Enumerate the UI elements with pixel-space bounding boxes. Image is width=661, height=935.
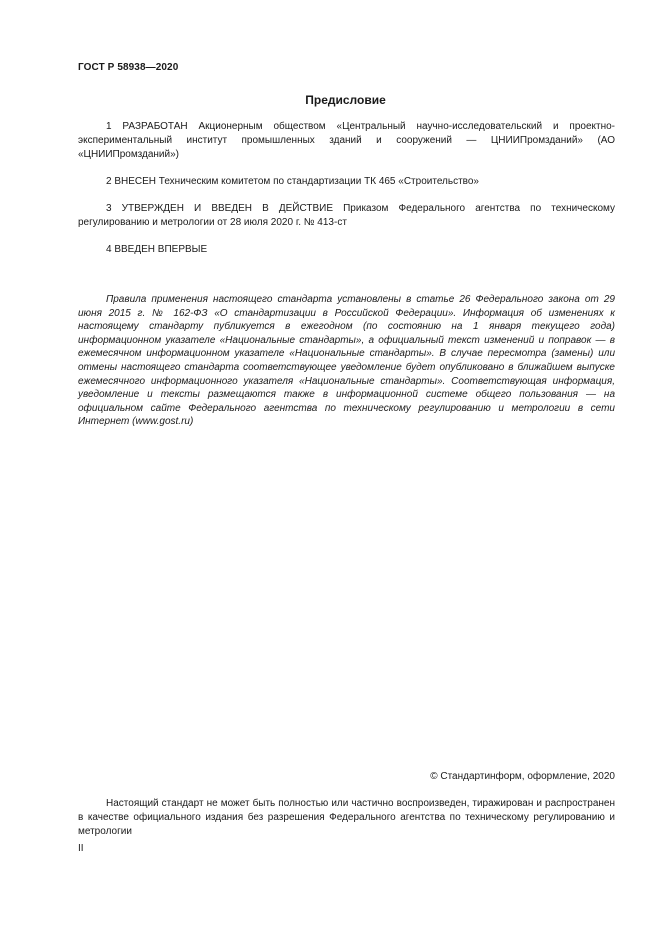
page-title: Предисловие bbox=[305, 93, 386, 107]
rules-note: Правила применения настоящего стандарта установлены в статье 26 Федерального закона от 29 июня 2015 г. № 162-ФЗ «О стандартизации в Российской Федерации». Информация об изменениях к настоящему стандарту публикуется в ежегодном (по состоянию на 1 января текущего года) информационном указателе «Национальные стандарты», а официальный текст изменений и поправок — в ежемесячном информационном указателе «Национальные стандарты». В случае пересмотра (замены) или отмены настоящего стандарта соответствующее уведомление будет опубликовано в ближайшем выпуске ежемесячного информационного указателя «Национальные стандарты». Соответствующая информация, уведомление и тексты размещаются также в информационной системе общего пользования — на официальном сайте Федерального агентства по техническому регулированию и метрологии в сети Интернет (www.gost.ru) bbox=[78, 294, 615, 428]
paragraph-approved: 3 УТВЕРЖДЕН И ВВЕДЕН В ДЕЙСТВИЕ Приказом Федерального агентства по техническому регулированию и метрологии от 28 июля 2020 г. № 413-ст bbox=[78, 203, 615, 228]
standard-code: ГОСТ Р 58938—2020 bbox=[78, 62, 179, 73]
copyright-line: © Стандартинформ, оформление, 2020 bbox=[430, 771, 615, 782]
reproduction-notice: Настоящий стандарт не может быть полностью или частично воспроизведен, тиражирован и распространен в качестве официального издания без разрешения Федерального агентства по техническому регулированию и метрологии bbox=[78, 798, 615, 837]
page-number: II bbox=[78, 843, 84, 854]
paragraph-introduced-by: 2 ВНЕСЕН Техническим комитетом по стандартизации ТК 465 «Строительство» bbox=[106, 176, 479, 187]
paragraph-first-introduced: 4 ВВЕДЕН ВПЕРВЫЕ bbox=[106, 244, 208, 255]
paragraph-developed-by: 1 РАЗРАБОТАН Акционерным обществом «Центральный научно-исследовательский и проектно-экспериментальный институт промышленных зданий и сооружений — ЦНИИПромзданий» (АО «ЦНИИПромзданий») bbox=[78, 121, 615, 160]
